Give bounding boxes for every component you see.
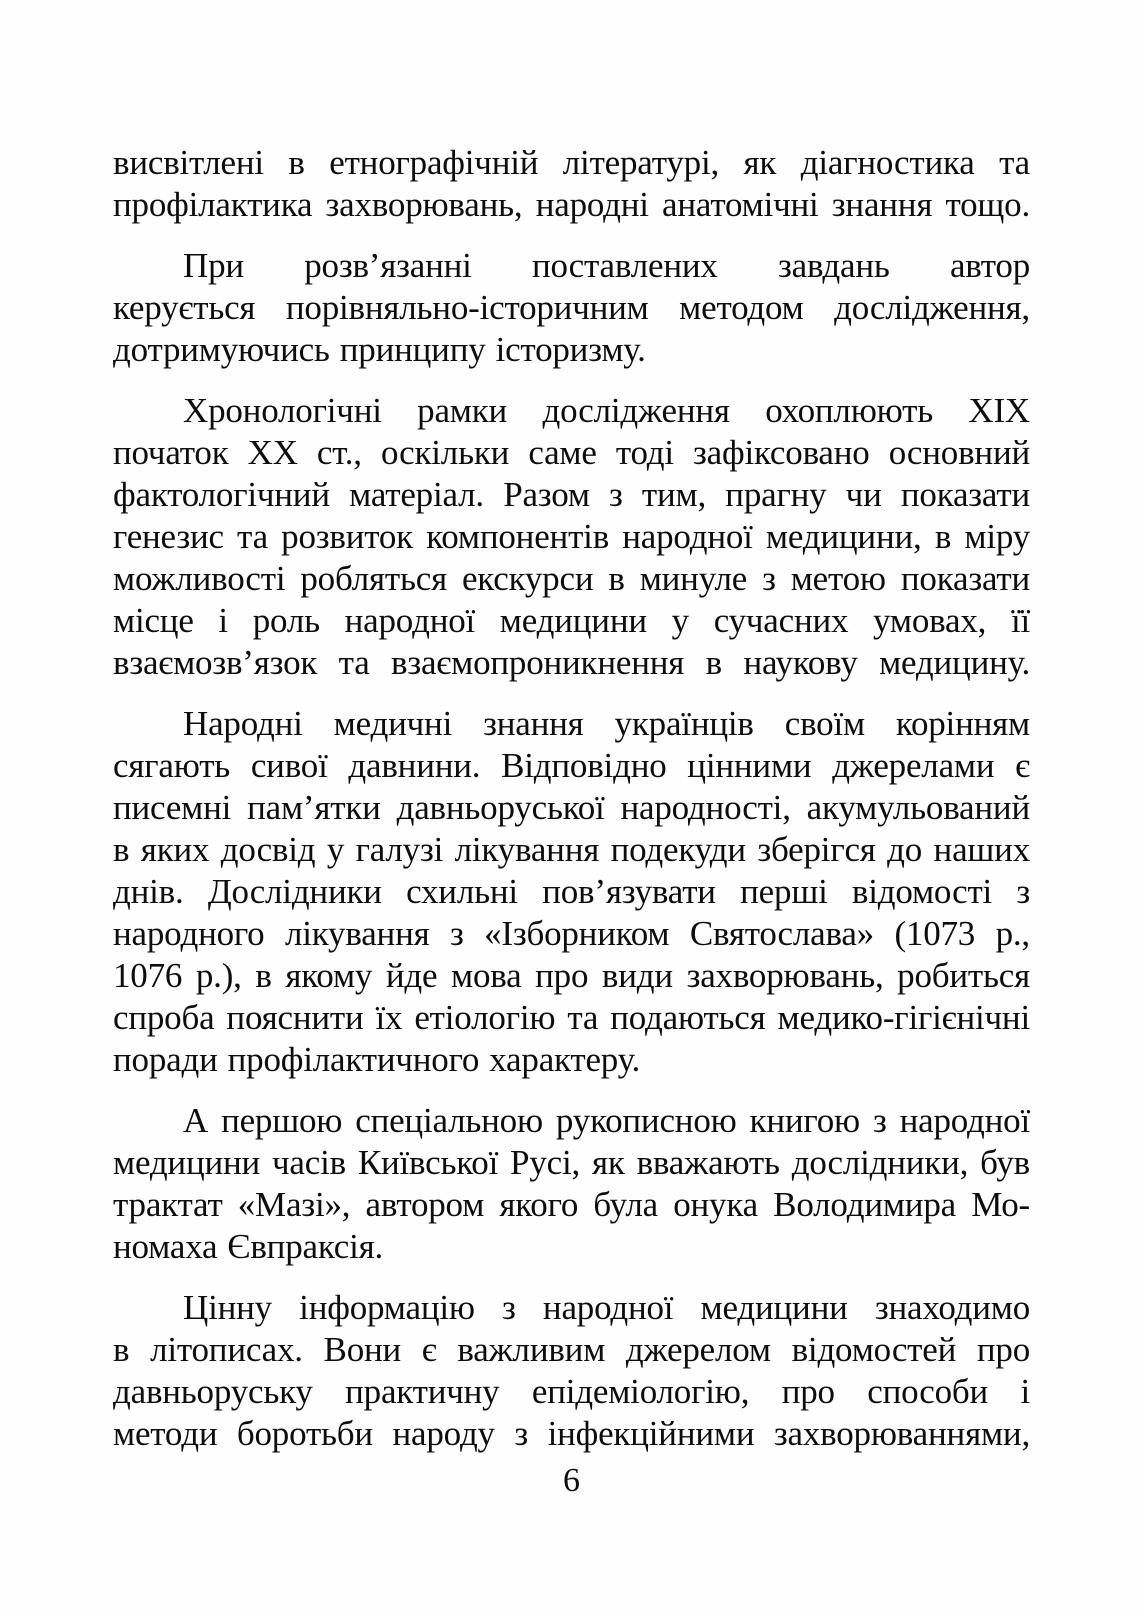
paragraph bbox=[113, 1100, 1030, 1268]
text-line: висвітлені в етнографічній літературі, як діагностика та bbox=[113, 143, 1030, 182]
text-line: фактологічний матеріал. Разом з тим, прагну чи показати bbox=[113, 475, 1030, 514]
text-line: сягають сивої давнини. Відповідно цінними джерелами є bbox=[113, 746, 1030, 785]
text-line: керується порівняльно-історичним методом дослідження, bbox=[113, 288, 1030, 327]
text-line: Хронологічні рамки дослідження охоплюють XIX bbox=[183, 391, 1030, 430]
text-line: давньоруську практичну епідеміологію, про способи і bbox=[113, 1372, 1030, 1411]
text-line: початок XX ст., оскільки саме тоді зафіксовано основний bbox=[113, 433, 1030, 472]
page-text-block bbox=[113, 142, 1030, 1474]
text-line: медицини часів Київської Русі, як вважають дослідники, був bbox=[113, 1143, 1030, 1182]
text-line: писемні пам’ятки давньоруської народності, акумульований bbox=[113, 788, 1030, 827]
text-line: поради профілактичного характеру. bbox=[113, 1040, 640, 1079]
paragraph bbox=[113, 142, 1030, 226]
text-line: в яких досвід у галузі лікування подекуди зберігся до наших bbox=[113, 830, 1030, 869]
text-line: дотримуючись принципу історизму. bbox=[113, 330, 646, 369]
text-line: в літописах. Вони є важливим джерелом відомостей про bbox=[113, 1330, 1030, 1369]
paragraph bbox=[113, 1287, 1030, 1455]
text-line: спроба пояснити їх етіологію та подаються медико-гігієнічні bbox=[113, 998, 1030, 1037]
text-line: трактат «Мазі», автором якого була онука Володимира Мо- bbox=[113, 1185, 1030, 1224]
text-line: номаха Євпраксія. bbox=[113, 1227, 384, 1266]
text-line: місце і роль народної медицини у сучасних умовах, її bbox=[113, 601, 1030, 640]
text-line: можливості робляться екскурси в минуле з метою показати bbox=[113, 559, 1030, 598]
text-line: Цінну інформацію з народної медицини знаходимо bbox=[183, 1288, 1030, 1327]
text-line: днів. Дослідники схильні пов’язувати перші відомості з bbox=[113, 872, 1030, 911]
text-line: А першою спеціальною рукописною книгою з народної bbox=[183, 1101, 1030, 1140]
paragraph bbox=[113, 390, 1030, 684]
text-line: методи боротьби народу з інфекційними захворюваннями, bbox=[113, 1414, 1030, 1453]
text-line: При розв’язанні поставлених завдань автор bbox=[183, 246, 1030, 285]
text-line: профілактика захворювань, народні анатомічні знання тощо. bbox=[113, 185, 1030, 224]
page-number: 6 bbox=[563, 1462, 580, 1499]
text-line: взаємозв’язок та взаємопроникнення в наукову медицину. bbox=[113, 643, 1030, 682]
text-line: народного лікування з «Ізборником Святослава» (1073 р., bbox=[113, 914, 1030, 953]
text-line: 1076 р.), в якому йде мова про види захворювань, робиться bbox=[113, 956, 1030, 995]
paragraph bbox=[113, 245, 1030, 371]
text-line: генезис та розвиток компонентів народної медицини, в міру bbox=[113, 517, 1030, 556]
text-line: Народні медичні знання українців своїм корінням bbox=[183, 704, 1030, 743]
paragraph bbox=[113, 703, 1030, 1081]
